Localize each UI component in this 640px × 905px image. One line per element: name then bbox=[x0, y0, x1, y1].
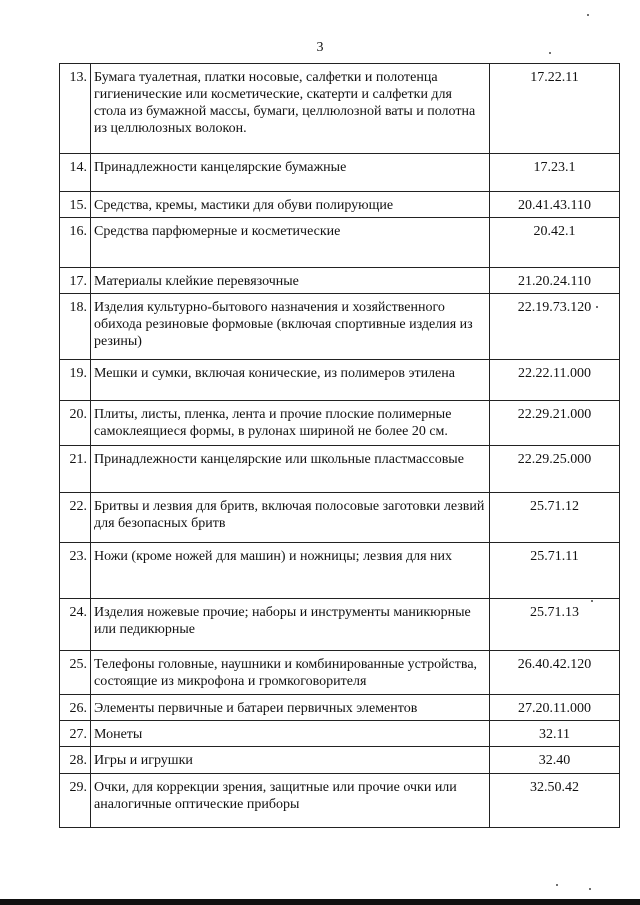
row-number: 20. bbox=[60, 401, 91, 446]
row-code: 21.20.24.110 bbox=[490, 268, 620, 294]
row-code: 26.40.42.120 bbox=[490, 651, 620, 695]
row-code: 22.22.11.000 bbox=[490, 360, 620, 401]
table-row bbox=[60, 599, 620, 651]
row-description: Телефоны головные, наушники и комбинированные устройства, состоящие из микрофона и громкоговорителя bbox=[91, 651, 490, 695]
row-description: Игры и игрушки bbox=[91, 747, 490, 774]
goods-table-body bbox=[60, 64, 620, 828]
goods-table bbox=[59, 63, 620, 828]
row-description: Изделия ножевые прочие; наборы и инструменты маникюрные или педикюрные bbox=[91, 599, 490, 651]
scan-speck bbox=[549, 52, 551, 54]
scan-speck bbox=[596, 306, 598, 308]
table-row bbox=[60, 721, 620, 747]
table-row bbox=[60, 651, 620, 695]
row-number: 22. bbox=[60, 493, 91, 543]
row-number: 28. bbox=[60, 747, 91, 774]
row-number: 26. bbox=[60, 695, 91, 721]
row-number: 25. bbox=[60, 651, 91, 695]
row-number: 29. bbox=[60, 774, 91, 828]
row-description: Принадлежности канцелярские или школьные пластмассовые bbox=[91, 446, 490, 493]
table-row bbox=[60, 493, 620, 543]
row-number: 21. bbox=[60, 446, 91, 493]
page-number: 3 bbox=[316, 40, 324, 55]
table-row bbox=[60, 268, 620, 294]
row-code: 25.71.13 bbox=[490, 599, 620, 651]
row-code: 32.50.42 bbox=[490, 774, 620, 828]
scan-speck bbox=[587, 14, 589, 16]
table-row bbox=[60, 360, 620, 401]
table-row bbox=[60, 774, 620, 828]
row-description: Изделия культурно-бытового назначения и хозяйственного обихода резиновые формовые (включая спортивные изделия из резины) bbox=[91, 294, 490, 360]
row-description: Средства парфюмерные и косметические bbox=[91, 218, 490, 268]
row-number: 13. bbox=[60, 64, 91, 154]
scan-speck bbox=[556, 884, 558, 886]
row-code: 22.29.25.000 bbox=[490, 446, 620, 493]
row-number: 23. bbox=[60, 543, 91, 599]
row-description: Бритвы и лезвия для бритв, включая полосовые заготовки лезвий для безопасных бритв bbox=[91, 493, 490, 543]
row-number: 14. bbox=[60, 154, 91, 192]
row-description: Средства, кремы, мастики для обуви полирующие bbox=[91, 192, 490, 218]
row-description: Материалы клейкие перевязочные bbox=[91, 268, 490, 294]
table-row bbox=[60, 446, 620, 493]
row-code: 20.42.1 bbox=[490, 218, 620, 268]
row-number: 17. bbox=[60, 268, 91, 294]
row-description: Плиты, листы, пленка, лента и прочие плоские полимерные самоклеящиеся формы, в рулонах шириной не более 20 см. bbox=[91, 401, 490, 446]
row-number: 15. bbox=[60, 192, 91, 218]
scan-edge-bar bbox=[0, 899, 640, 905]
row-description: Монеты bbox=[91, 721, 490, 747]
row-code: 32.11 bbox=[490, 721, 620, 747]
table-row bbox=[60, 218, 620, 268]
table-row bbox=[60, 294, 620, 360]
row-number: 16. bbox=[60, 218, 91, 268]
table-row bbox=[60, 747, 620, 774]
table-row bbox=[60, 64, 620, 154]
row-description: Элементы первичные и батареи первичных элементов bbox=[91, 695, 490, 721]
row-number: 27. bbox=[60, 721, 91, 747]
row-description: Бумага туалетная, платки носовые, салфетки и полотенца гигиенические или косметические, скатерти и салфетки для стола из бумажной массы, бумаги, целлюлозной ваты и полотна из целлюлозных волокон. bbox=[91, 64, 490, 154]
table-row bbox=[60, 192, 620, 218]
row-description: Очки, для коррекции зрения, защитные или прочие очки или аналогичные оптические приборы bbox=[91, 774, 490, 828]
row-code: 27.20.11.000 bbox=[490, 695, 620, 721]
row-code: 17.23.1 bbox=[490, 154, 620, 192]
row-code: 17.22.11 bbox=[490, 64, 620, 154]
row-code: 22.19.73.120 bbox=[490, 294, 620, 360]
table-row bbox=[60, 695, 620, 721]
table-row bbox=[60, 154, 620, 192]
row-description: Принадлежности канцелярские бумажные bbox=[91, 154, 490, 192]
row-code: 32.40 bbox=[490, 747, 620, 774]
row-description: Ножи (кроме ножей для машин) и ножницы; лезвия для них bbox=[91, 543, 490, 599]
scan-speck bbox=[591, 600, 593, 602]
row-code: 25.71.12 bbox=[490, 493, 620, 543]
row-code: 20.41.43.110 bbox=[490, 192, 620, 218]
table-row bbox=[60, 401, 620, 446]
row-number: 18. bbox=[60, 294, 91, 360]
row-number: 24. bbox=[60, 599, 91, 651]
row-code: 22.29.21.000 bbox=[490, 401, 620, 446]
row-number: 19. bbox=[60, 360, 91, 401]
row-code: 25.71.11 bbox=[490, 543, 620, 599]
row-description: Мешки и сумки, включая конические, из полимеров этилена bbox=[91, 360, 490, 401]
table-row bbox=[60, 543, 620, 599]
scan-speck bbox=[589, 888, 591, 890]
